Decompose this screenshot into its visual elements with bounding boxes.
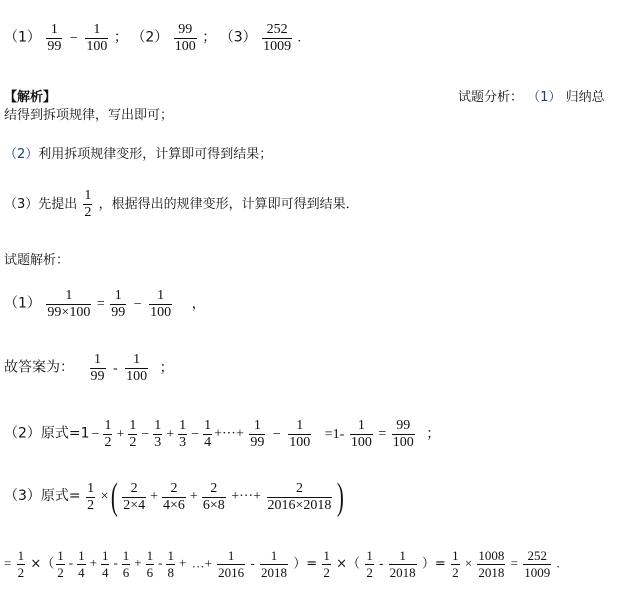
fraction xyxy=(128,418,137,451)
answer-1-label: （1） xyxy=(4,29,41,46)
fraction xyxy=(178,418,187,451)
denominator: 6 xyxy=(146,565,154,580)
fraction: $\frac{1}{100}$ xyxy=(150,288,172,320)
denominator: 6 xyxy=(122,565,130,580)
answer-2-label: （2） xyxy=(131,29,169,46)
denominator: 4 xyxy=(78,565,85,580)
fraction: $\frac{1}{2018}$ xyxy=(261,548,287,580)
numerator: 1 xyxy=(78,548,85,563)
denominator: 3 xyxy=(154,435,162,450)
operator: + xyxy=(116,426,125,442)
fraction: $\frac{99}{100}$ xyxy=(392,418,414,450)
fraction: $\frac{1}{2}$ xyxy=(366,548,373,580)
numerator: 1 xyxy=(57,548,64,563)
left-paren: ( xyxy=(110,476,118,518)
analysis-label-row xyxy=(458,86,605,105)
solution-step-3: （3）原式= $\frac{1}{2}$ × ( $\frac{2}{2\times 4}$ + $\frac{2}{4\times 6}$ + $\frac{2}{6\times 8}$ +···+ $\frac{2}{2016\times 2018}$ ) xyxy=(4,476,344,518)
fraction: $\frac{1}{2018}$ xyxy=(389,548,416,580)
answer-summary: 故答案为： $\frac{1}{99}$ - $\frac{1}{100}$ ； xyxy=(4,352,174,384)
numerator: 1 xyxy=(122,548,130,563)
step-2-terms xyxy=(90,418,215,450)
numerator: 1 xyxy=(154,418,162,433)
operator: - xyxy=(68,555,74,571)
fraction xyxy=(77,548,86,581)
denominator: 4×6 xyxy=(163,497,185,513)
right-paren: ) xyxy=(336,476,344,518)
operator: - xyxy=(158,555,163,571)
fraction: $\frac{2}{2016\times 2018}$ xyxy=(267,480,332,513)
fraction: $\frac{1}{99}$ xyxy=(90,352,105,384)
solution-heading: 试题解析： xyxy=(4,253,70,268)
step-1-marker: （1） xyxy=(527,90,562,105)
fraction xyxy=(122,481,146,514)
denominator: 2 xyxy=(57,565,64,580)
fraction xyxy=(202,481,226,514)
fraction xyxy=(162,481,186,514)
fraction: $\frac{1}{99}$ xyxy=(47,22,62,54)
fraction: $\frac{1}{2}$ xyxy=(17,548,25,580)
denominator: 4 xyxy=(101,565,109,580)
step-4-terms xyxy=(54,548,188,580)
fraction: $\frac{1}{2}$ xyxy=(323,548,330,580)
solution-step-1: （1） $\frac{1}{99\times 100}$ = $\frac{1}{99}$ − $\frac{1}{100}$ ， xyxy=(4,288,206,320)
numerator: 1 xyxy=(179,418,187,433)
operator: + xyxy=(189,489,198,505)
numerator: 1 xyxy=(146,548,154,563)
fraction: $\frac{1}{100}$ xyxy=(86,22,108,54)
numerator: 2 xyxy=(162,481,186,498)
fraction xyxy=(203,418,212,451)
fraction: $\frac{1}{99}$ xyxy=(250,418,265,450)
fraction: $\frac{1}{99}$ xyxy=(111,288,126,320)
fraction xyxy=(153,418,162,451)
fraction xyxy=(146,548,155,581)
analysis-p2: （2）利用拆项规律变形，计算即可得到结果； xyxy=(4,147,273,162)
operator: + xyxy=(178,555,187,571)
fraction: $\frac{1}{99\times 100}$ xyxy=(47,288,91,320)
analysis-p1-tail: 归纳总 xyxy=(565,90,605,105)
fraction: $\frac{1}{2016}$ xyxy=(218,548,245,580)
denominator: 3 xyxy=(179,435,187,450)
operator: − xyxy=(91,426,100,442)
step-2-marker: （2） xyxy=(4,147,39,162)
numerator: 2 xyxy=(122,481,146,498)
analysis-p1-cont: 结得到拆项规律，写出即可； xyxy=(4,108,174,123)
numerator: 1 xyxy=(167,548,174,563)
fraction: $\frac{1}{2}$ xyxy=(452,548,459,580)
operator: − xyxy=(191,426,200,442)
fraction xyxy=(101,548,110,581)
solution-step-2: （2）原式=1 − $\frac{1}{2}$ + $\frac{1}{2}$ − $\frac{1}{3}$ + $\frac{1}{3}$ − $\frac{1}{4}$ +···+ $\frac{1}{99}$ − $\frac{1}{100}$ =1- $\frac{1}{100}$ = $\frac{99}{100}$ ； xyxy=(4,418,441,450)
operator: - xyxy=(113,555,118,571)
fraction xyxy=(103,418,112,451)
analysis-label: 试题分析： xyxy=(458,90,524,105)
fraction: $\frac{1}{100}$ xyxy=(289,418,311,450)
operator: + xyxy=(150,489,159,505)
fraction: $\frac{1}{2}$ xyxy=(87,480,95,513)
fraction: $\frac{99}{100}$ xyxy=(174,22,196,54)
denominator: 2×4 xyxy=(123,497,146,513)
numerator: 1 xyxy=(129,418,137,433)
numerator: 2 xyxy=(202,481,226,498)
fraction: $\frac{1}{100}$ xyxy=(126,352,148,384)
denominator: 8 xyxy=(167,565,174,580)
operator: − xyxy=(141,426,150,442)
denominator: 6×8 xyxy=(202,497,225,513)
fraction: $\frac{1}{2}$ xyxy=(84,188,92,220)
analysis-heading: 【解析】 xyxy=(4,90,57,105)
numerator: 1 xyxy=(104,418,112,433)
fraction: $\frac{252}{1009}$ xyxy=(524,548,551,580)
operator: + xyxy=(166,426,175,442)
fraction: $\frac{252}{1009}$ xyxy=(263,22,292,54)
fraction: $\frac{1008}{2018}$ xyxy=(478,548,505,580)
denominator: 4 xyxy=(204,435,212,450)
fraction xyxy=(56,548,65,581)
operator: + xyxy=(89,555,97,571)
numerator: 1 xyxy=(204,418,212,433)
operator: + xyxy=(134,555,142,571)
fraction: $\frac{1}{100}$ xyxy=(350,418,372,450)
answer-3-label: （3） xyxy=(219,29,257,46)
fraction xyxy=(122,548,131,581)
numerator: 1 xyxy=(101,548,109,563)
fraction xyxy=(166,548,175,581)
denominator: 2 xyxy=(129,435,137,450)
denominator: 2 xyxy=(104,435,112,450)
answers-line: （1） $\frac{1}{99}$ − $\frac{1}{100}$ ； （2） $\frac{99}{100}$ ； （3） $\frac{252}{1009}$ . xyxy=(4,22,302,54)
solution-step-4: = $\frac{1}{2}$ ×（ $\frac{1}{2}$ - $\frac{1}{4}$ + $\frac{1}{4}$ - $\frac{1}{6}$ + $\frac{1}{6}$ - $\frac{1}{8}$ + …+ $\frac{1}{2016}$ - $\frac{1}{2018}$ ）= $\frac{1}{2}$ ×（ $\frac{1}{2}$ - $\frac{1}{2018}$ ）= $\frac{1}{2}$ × $\frac{1008}{2018}$ = $\frac{252}{1009}$ . xyxy=(4,548,560,580)
analysis-p3: （3）先提出 $\frac{1}{2}$ ，根据得出的规律变形，计算即可得到结果． xyxy=(4,188,359,220)
